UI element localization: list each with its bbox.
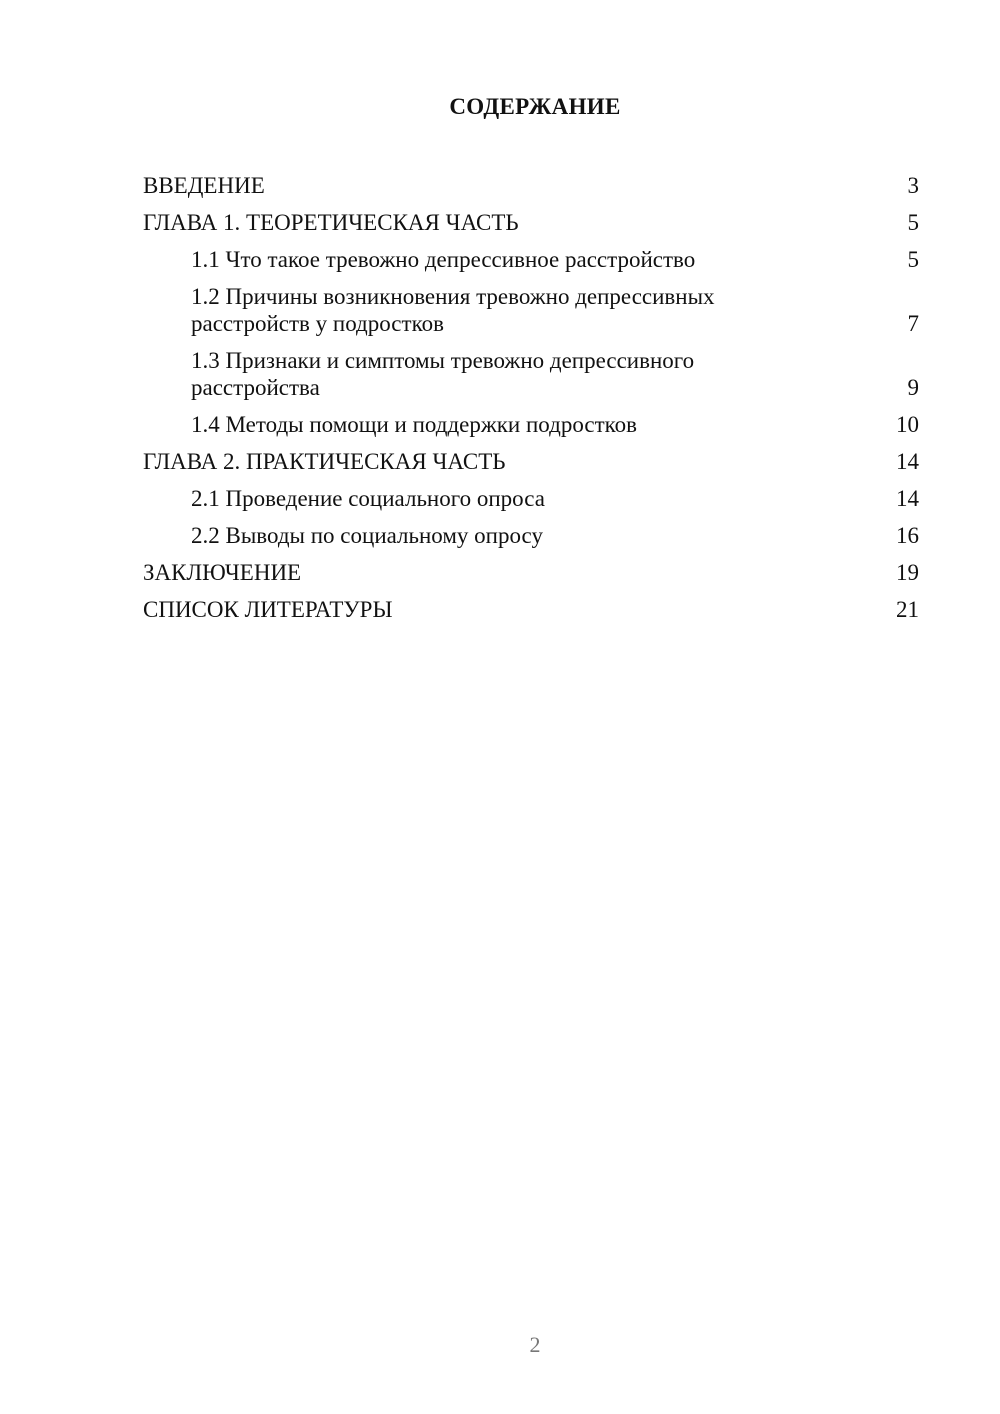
toc-entry-label: 1.2 Причины возникновения тревожно депрессивных расстройств у подростков	[191, 284, 715, 336]
toc-entry-page: 7	[907, 311, 919, 336]
toc-entry-label: ГЛАВА 1. ТЕОРЕТИЧЕСКАЯ ЧАСТЬ	[143, 210, 519, 235]
toc-entry-chapter-2[interactable]	[143, 443, 919, 480]
toc-entry-page: 14	[896, 449, 919, 474]
toc-entry-label: 2.2 Выводы по социальному опросу	[191, 523, 543, 548]
toc-entry-section-2-1[interactable]	[143, 480, 919, 517]
page-number: 2	[529, 1332, 541, 1357]
toc-entry-page: 16	[896, 523, 919, 548]
toc-entry-section-1-1[interactable]	[143, 241, 919, 278]
toc-entry-page: 5	[907, 210, 919, 235]
toc-entry-page: 10	[896, 412, 919, 437]
toc-entry-label: ЗАКЛЮЧЕНИЕ	[143, 560, 302, 585]
toc-entry-label: ВВЕДЕНИЕ	[143, 173, 265, 198]
toc-entry-chapter-1[interactable]	[143, 204, 919, 241]
toc-entry-label: 1.4 Методы помощи и поддержки подростков	[191, 412, 638, 437]
toc-entry-label: 1.3 Признаки и симптомы тревожно депрессивного расстройства	[191, 348, 695, 400]
toc-entry-label: СПИСОК ЛИТЕРАТУРЫ	[143, 597, 393, 622]
toc-entry-section-1-3[interactable]	[143, 342, 919, 406]
toc-entry-label: 2.1 Проведение социального опроса	[191, 486, 545, 511]
toc-entry-page: 3	[907, 173, 919, 198]
toc-entry-page: 19	[896, 560, 919, 585]
toc-entry-page: 9	[907, 375, 919, 400]
toc-entry-introduction[interactable]	[143, 167, 919, 204]
toc-entry-page: 21	[896, 597, 919, 622]
toc-entry-section-1-2[interactable]	[143, 278, 919, 342]
toc-title: СОДЕРЖАНИЕ	[449, 94, 621, 119]
toc-entry-label: 1.1 Что такое тревожно депрессивное расстройство	[191, 247, 696, 272]
toc-entry-references[interactable]	[143, 591, 919, 628]
table-of-contents	[143, 167, 919, 628]
toc-entry-conclusion[interactable]	[143, 554, 919, 591]
toc-entry-page: 5	[907, 247, 919, 272]
toc-entry-section-1-4[interactable]	[143, 406, 919, 443]
toc-entry-page: 14	[896, 486, 919, 511]
toc-entry-section-2-2[interactable]	[143, 517, 919, 554]
toc-entry-label: ГЛАВА 2. ПРАКТИЧЕСКАЯ ЧАСТЬ	[143, 449, 506, 474]
